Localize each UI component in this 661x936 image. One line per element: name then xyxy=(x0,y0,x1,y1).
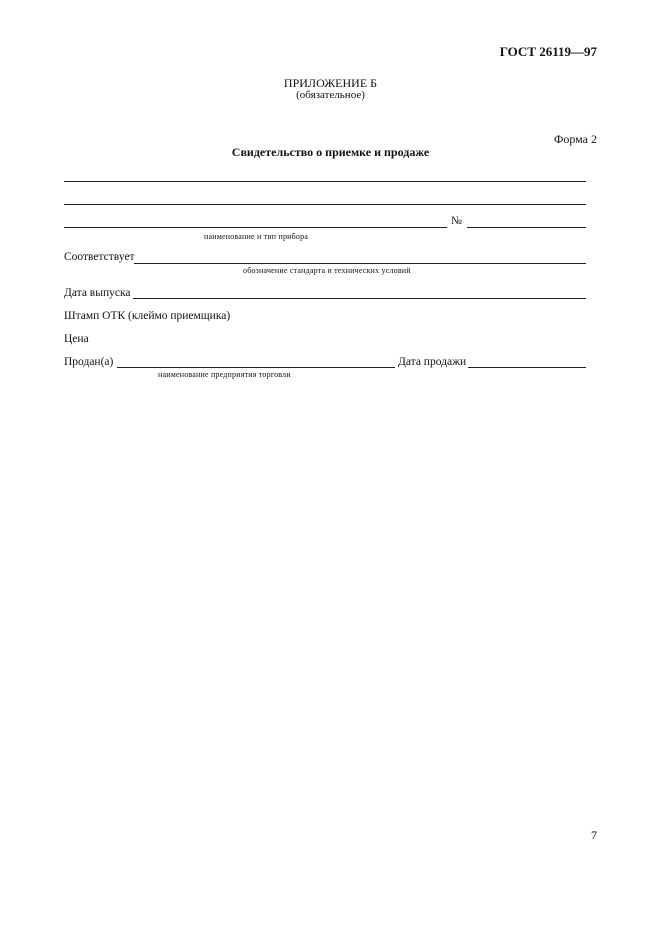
form-label: Форма 2 xyxy=(553,132,597,146)
release-date-line[interactable] xyxy=(133,298,586,299)
sold-caption: наименование предприятия торговли xyxy=(158,370,291,379)
page-number: 7 xyxy=(591,828,597,842)
complies-line[interactable] xyxy=(134,263,586,264)
device-name-line[interactable] xyxy=(64,227,447,228)
number-line[interactable] xyxy=(467,227,586,228)
appendix-title: ПРИЛОЖЕНИЕ Б xyxy=(283,76,378,90)
appendix-subtitle: (обязательное) xyxy=(296,89,365,101)
complies-caption: обозначение стандарта и технических условий xyxy=(243,266,411,275)
sold-line[interactable] xyxy=(117,367,395,368)
blank-line-2[interactable] xyxy=(64,204,586,205)
blank-line-1[interactable] xyxy=(64,181,586,182)
device-caption: наименование и тип прибора xyxy=(204,232,309,241)
number-label: № xyxy=(451,215,462,227)
sale-date-label: Дата продажи xyxy=(398,356,467,368)
release-date-label: Дата выпуска xyxy=(64,287,131,299)
sold-label: Продан(а) xyxy=(64,356,114,368)
standard-designation: ГОСТ 26119—97 xyxy=(499,44,597,59)
stamp-label: Штамп ОТК (клеймо приемщика) xyxy=(64,310,231,322)
sale-date-line[interactable] xyxy=(468,367,586,368)
certificate-title: Свидетельство о приемке и продаже xyxy=(231,145,430,159)
complies-label: Соответствует xyxy=(64,251,135,263)
price-label: Цена xyxy=(64,333,89,345)
